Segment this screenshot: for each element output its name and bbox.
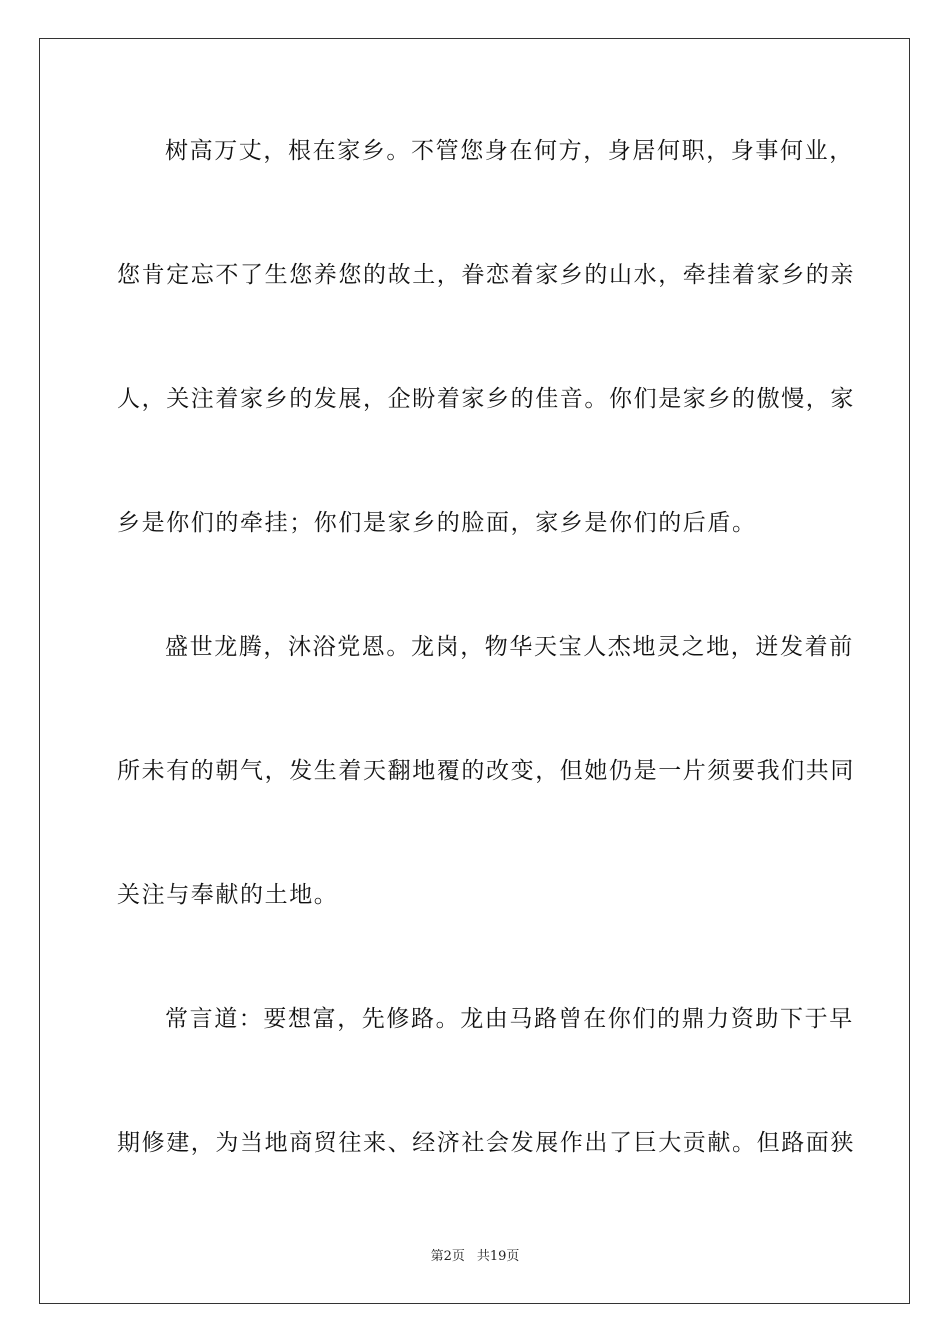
paragraph-2-line-1: 盛世龙腾，沐浴党恩。龙岗，物华天宝人杰地灵之地，迸发着前 <box>165 634 854 660</box>
paragraph-3-line-2: 期修建，为当地商贸往来、经济社会发展作出了巨大贡献。但路面狭 <box>117 1130 855 1156</box>
page-footer <box>0 1248 950 1266</box>
paragraph-3-line-1: 常言道：要想富，先修路。龙由马路曾在你们的鼎力资助下于早 <box>165 1006 854 1032</box>
total-pages: 共19页 <box>476 1249 520 1264</box>
paragraph-1-line-3: 人，关注着家乡的发展，企盼着家乡的佳音。你们是家乡的傲慢，家 <box>117 386 855 412</box>
paragraph-2-line-3: 关注与奉献的土地。 <box>117 882 339 908</box>
paragraph-2-line-2: 所未有的朝气，发生着天翻地覆的改变，但她仍是一片须要我们共同 <box>117 758 855 784</box>
paragraph-1-line-1: 树高万丈，根在家乡。不管您身在何方，身居何职，身事何业， <box>165 138 854 164</box>
page-border <box>39 38 910 1304</box>
page-number: 第2页 <box>430 1249 465 1264</box>
paragraph-1-line-4: 乡是你们的牵挂；你们是家乡的脸面，家乡是你们的后盾。 <box>117 510 757 536</box>
paragraph-1-line-2: 您肯定忘不了生您养您的故土，眷恋着家乡的山水，牵挂着家乡的亲 <box>117 262 855 288</box>
